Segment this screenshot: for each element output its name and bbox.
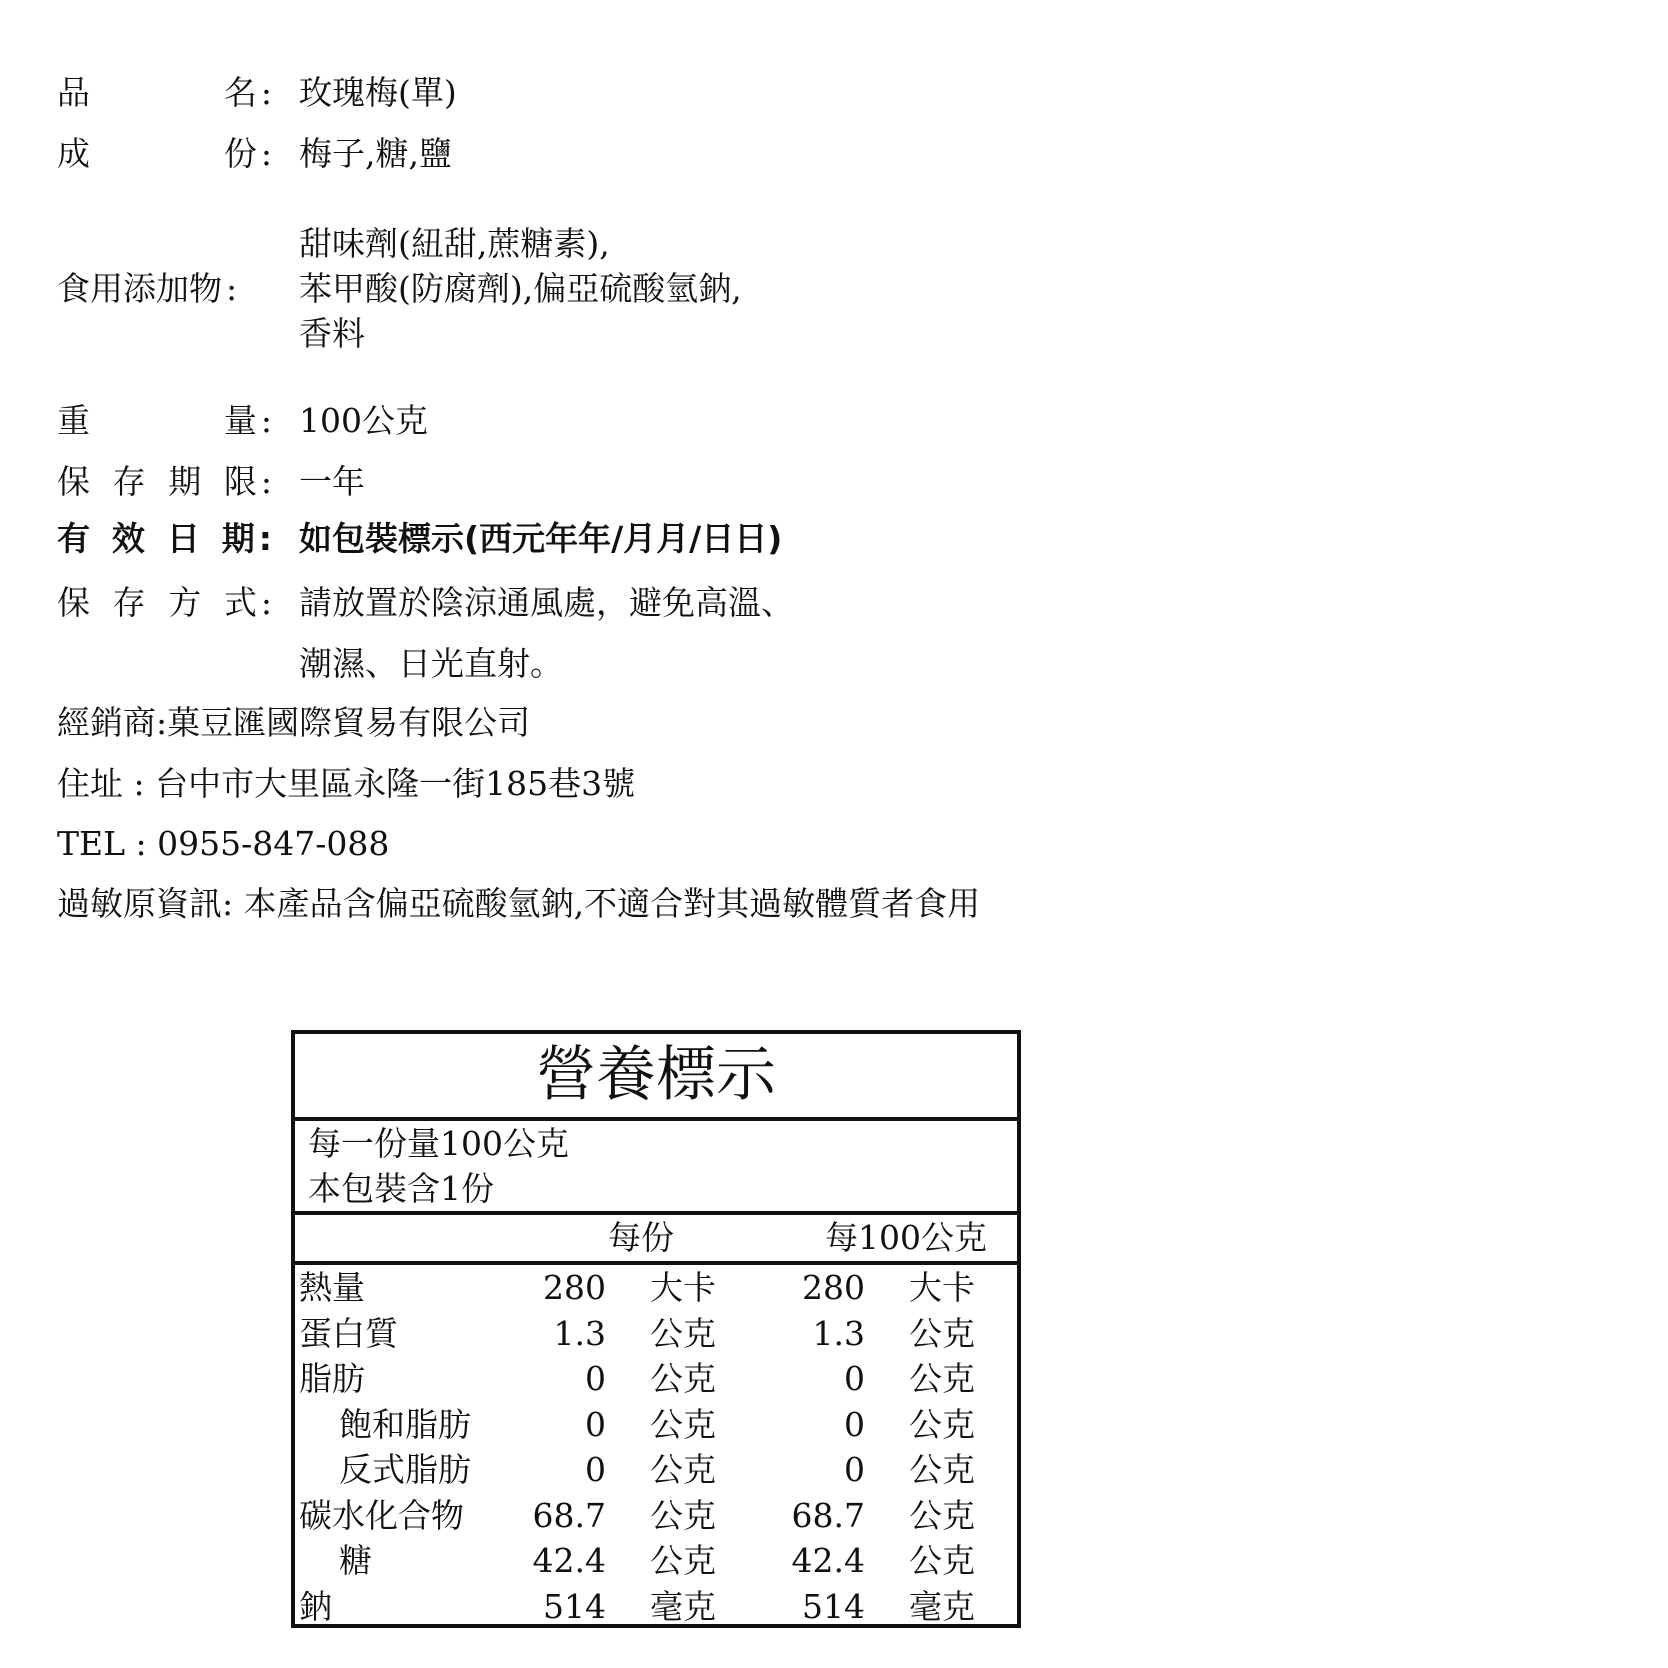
nutrient-name: 熱量 xyxy=(299,1268,365,1307)
per-serving-unit: 公克 xyxy=(650,1359,716,1398)
nutrient-name: 飽和脂肪 xyxy=(339,1404,471,1444)
weight-label-char-2: 量 : xyxy=(223,401,272,440)
nutrient-name: 鈉 xyxy=(299,1586,332,1626)
nutrition-row xyxy=(295,1538,1017,1584)
ingredients-value: 梅子,糖,鹽 xyxy=(299,134,452,173)
nutrient-name: 糖 xyxy=(339,1541,372,1580)
per-serving-amount: 0 xyxy=(585,1359,606,1398)
per-100g-unit: 公克 xyxy=(909,1541,975,1580)
storage-label-char-1: 保 xyxy=(57,583,90,622)
additives-label-text: 食用添加物 xyxy=(57,269,222,308)
per-100g-amount: 280 xyxy=(802,1268,865,1307)
per-serving-unit: 公克 xyxy=(650,1313,716,1353)
per-100g-unit: 公克 xyxy=(909,1313,975,1353)
per-serving-amount: 1.3 xyxy=(553,1313,606,1353)
per-100g-amount: 1.3 xyxy=(812,1313,865,1353)
col-per-serving: 每份 xyxy=(608,1218,674,1257)
shelf-life-label-char-1: 保 xyxy=(57,462,90,501)
weight-value: 100公克 xyxy=(299,401,428,440)
nutrition-row xyxy=(295,1265,1017,1311)
per-100g-unit: 毫克 xyxy=(909,1586,975,1626)
additives-label xyxy=(57,266,272,311)
per-100g-unit: 公克 xyxy=(909,1359,975,1398)
serving-info xyxy=(295,1121,1017,1215)
per-serving-unit: 公克 xyxy=(650,1541,716,1580)
nutrition-row xyxy=(295,1584,1017,1630)
nutrition-row xyxy=(295,1356,1017,1402)
per-serving-unit: 大卡 xyxy=(650,1268,716,1307)
per-100g-amount: 0 xyxy=(844,1404,865,1444)
additives-line-2: 苯甲酸(防腐劑),偏亞硫酸氫鈉, xyxy=(299,269,742,308)
per-serving-unit: 公克 xyxy=(650,1450,716,1489)
nutrient-name: 蛋白質 xyxy=(299,1313,398,1353)
distributor-line: 經銷商:菓豆匯國際貿易有限公司 xyxy=(57,703,531,742)
nutrient-name: 反式脂肪 xyxy=(339,1450,471,1489)
ingredients-label xyxy=(57,131,272,176)
product-name-label xyxy=(57,70,272,115)
per-100g-unit: 公克 xyxy=(909,1404,975,1444)
weight-label-char-1: 重 xyxy=(57,401,90,440)
nutrition-header-row xyxy=(295,1215,1017,1265)
storage-label-char-2: 存 xyxy=(112,583,146,622)
ingredients-label-char-2: 份 : xyxy=(223,134,272,173)
per-serving-amount: 42.4 xyxy=(532,1541,606,1580)
per-serving-amount: 514 xyxy=(543,1586,606,1626)
storage-line-1: 請放置於陰涼通風處，避免高溫、 xyxy=(299,583,794,622)
serving-size: 每一份量100公克 xyxy=(308,1124,569,1163)
per-serving-unit: 公克 xyxy=(650,1404,716,1444)
storage-label-char-3: 方 xyxy=(168,583,202,622)
servings-per-package: 本包裝含1份 xyxy=(308,1169,494,1208)
nutrition-row xyxy=(295,1447,1017,1493)
per-serving-unit: 公克 xyxy=(650,1495,716,1535)
shelf-life-label-char-4: 限 : xyxy=(223,462,272,501)
per-100g-unit: 大卡 xyxy=(909,1268,975,1307)
nutrient-name: 碳水化合物 xyxy=(299,1495,464,1535)
tel-line: TEL : 0955-847-088 xyxy=(57,824,390,863)
storage-label xyxy=(57,580,272,625)
per-serving-unit: 毫克 xyxy=(650,1586,716,1626)
ingredients-label-char-1: 成 xyxy=(57,134,90,173)
nutrition-rows xyxy=(295,1265,1017,1629)
additives-line-1: 甜味劑(紐甜,蔗糖素), xyxy=(299,224,610,263)
per-serving-amount: 0 xyxy=(585,1450,606,1489)
per-100g-amount: 0 xyxy=(844,1450,865,1489)
allergen-line: 過敏原資訊: 本產品含偏亞硫酸氫鈉,不適合對其過敏體質者食用 xyxy=(57,884,981,923)
expiry-label xyxy=(57,516,272,561)
shelf-life-label-char-3: 期 xyxy=(168,462,202,501)
expiry-label-char-3: 日 xyxy=(166,519,200,558)
weight-label xyxy=(57,398,272,443)
col-per-100g: 每100公克 xyxy=(825,1218,987,1257)
storage-label-char-4: 式 : xyxy=(223,583,272,622)
per-serving-amount: 0 xyxy=(585,1404,606,1444)
expiry-value: 如包裝標示(西元年年/月月/日日) xyxy=(299,519,783,558)
nutrient-name: 脂肪 xyxy=(299,1359,365,1398)
per-100g-amount: 0 xyxy=(844,1359,865,1398)
nutrition-row xyxy=(295,1493,1017,1539)
nutrition-title: 營養標示 xyxy=(295,1034,1017,1121)
additives-line-3: 香料 xyxy=(299,314,365,353)
expiry-label-char-2: 效 xyxy=(111,519,145,558)
shelf-life-value: 一年 xyxy=(299,462,365,501)
shelf-life-label-char-2: 存 xyxy=(112,462,146,501)
expiry-label-char-1: 有 xyxy=(57,519,90,558)
nutrition-row xyxy=(295,1311,1017,1357)
product-name-value: 玫瑰梅(單) xyxy=(299,73,457,112)
shelf-life-label xyxy=(57,459,272,504)
per-serving-amount: 68.7 xyxy=(532,1495,606,1535)
expiry-label-char-4: 期 : xyxy=(221,519,272,558)
product-name-label-char-2: 名 : xyxy=(223,73,272,112)
per-100g-unit: 公克 xyxy=(909,1495,975,1535)
additives-label-colon: : xyxy=(226,269,238,308)
product-name-label-char-1: 品 xyxy=(57,73,90,112)
nutrition-table xyxy=(291,1030,1021,1628)
per-100g-unit: 公克 xyxy=(909,1450,975,1489)
per-serving-amount: 280 xyxy=(543,1268,606,1307)
per-100g-amount: 42.4 xyxy=(791,1541,865,1580)
nutrition-row xyxy=(295,1402,1017,1448)
per-100g-amount: 514 xyxy=(802,1586,865,1626)
storage-line-2: 潮濕、日光直射。 xyxy=(299,644,563,683)
address-line: 住址 : 台中市大里區永隆一街185巷3號 xyxy=(57,764,636,803)
per-100g-amount: 68.7 xyxy=(791,1495,865,1535)
